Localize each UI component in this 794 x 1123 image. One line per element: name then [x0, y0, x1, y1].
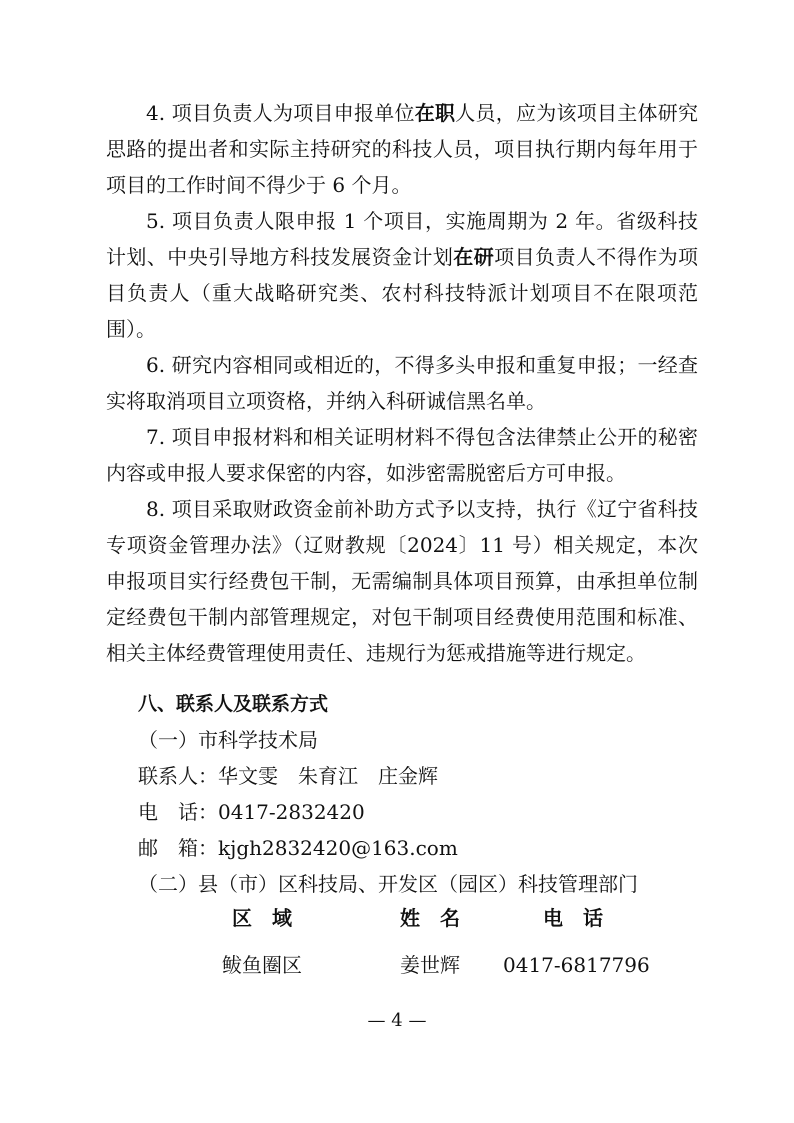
section-8-heading: 八、联系人及联系方式	[138, 693, 329, 715]
item-4-text-after: 人员，应为该项目主体研究思路的提出者和实际主持研究的科技人员，项目执行期内每年用于项目的工作时间不得少于 6 个月。	[106, 101, 699, 197]
contact-phone: 电 话：0417-2832420	[138, 800, 365, 824]
contact-email: 邮 箱：kjgh2832420@163.com	[138, 836, 458, 860]
table-cell-name: 姜世辉	[400, 953, 460, 977]
table-header-name: 姓 名	[400, 906, 460, 930]
subsection-2-title: （二）县（市）区科技局、开发区（园区）科技管理部门	[138, 872, 638, 896]
table-header-phone: 电 话	[543, 906, 603, 930]
item-4-text-before: 4. 项目负责人为项目申报单位	[146, 101, 415, 125]
page-number: — 4 —	[367, 1010, 427, 1031]
item-5-paragraph	[106, 203, 698, 347]
table-cell-region: 鲅鱼圈区	[222, 953, 302, 977]
item-5-text-before: 5. 项目负责人限申报 1 个项目，实施周期为 2 年。省级科技计划、中央引导地方科技发展资金计划	[106, 209, 698, 269]
item-8-paragraph: 8. 项目采取财政资金前补助方式予以支持，执行《辽宁省科技专项资金管理办法》（辽财教规〔2024〕11 号）相关规定，本次申报项目实行经费包干制，无需编制具体项目预算，由承担单位制定经费包干制内部管理规定，对包干制项目经费使用范围和标准、相关主体经费管理使用责任、违规行为惩戒措施等进行规定。	[106, 497, 698, 665]
item-4-emphasis: 在职	[414, 101, 456, 125]
contact-persons: 联系人：华文雯 朱育江 庄金辉	[138, 764, 438, 788]
item-7-paragraph: 7. 项目申报材料和相关证明材料不得包含法律禁止公开的秘密内容或申报人要求保密的内容，如涉密需脱密后方可申报。	[106, 425, 698, 485]
item-5-emphasis: 在研	[453, 245, 495, 269]
table-header-region: 区 域	[232, 906, 292, 930]
item-4-paragraph	[106, 95, 698, 203]
table-cell-phone: 0417-6817796	[503, 953, 650, 977]
item-5-text-after: 项目负责人不得作为项目负责人（重大战略研究类、农村科技特派计划项目不在限项范围）。	[106, 245, 699, 341]
item-6-paragraph: 6. 研究内容相同或相近的，不得多头申报和重复申报；一经查实将取消项目立项资格，并纳入科研诚信黑名单。	[106, 353, 698, 413]
subsection-1-title: （一）市科学技术局	[138, 728, 318, 752]
